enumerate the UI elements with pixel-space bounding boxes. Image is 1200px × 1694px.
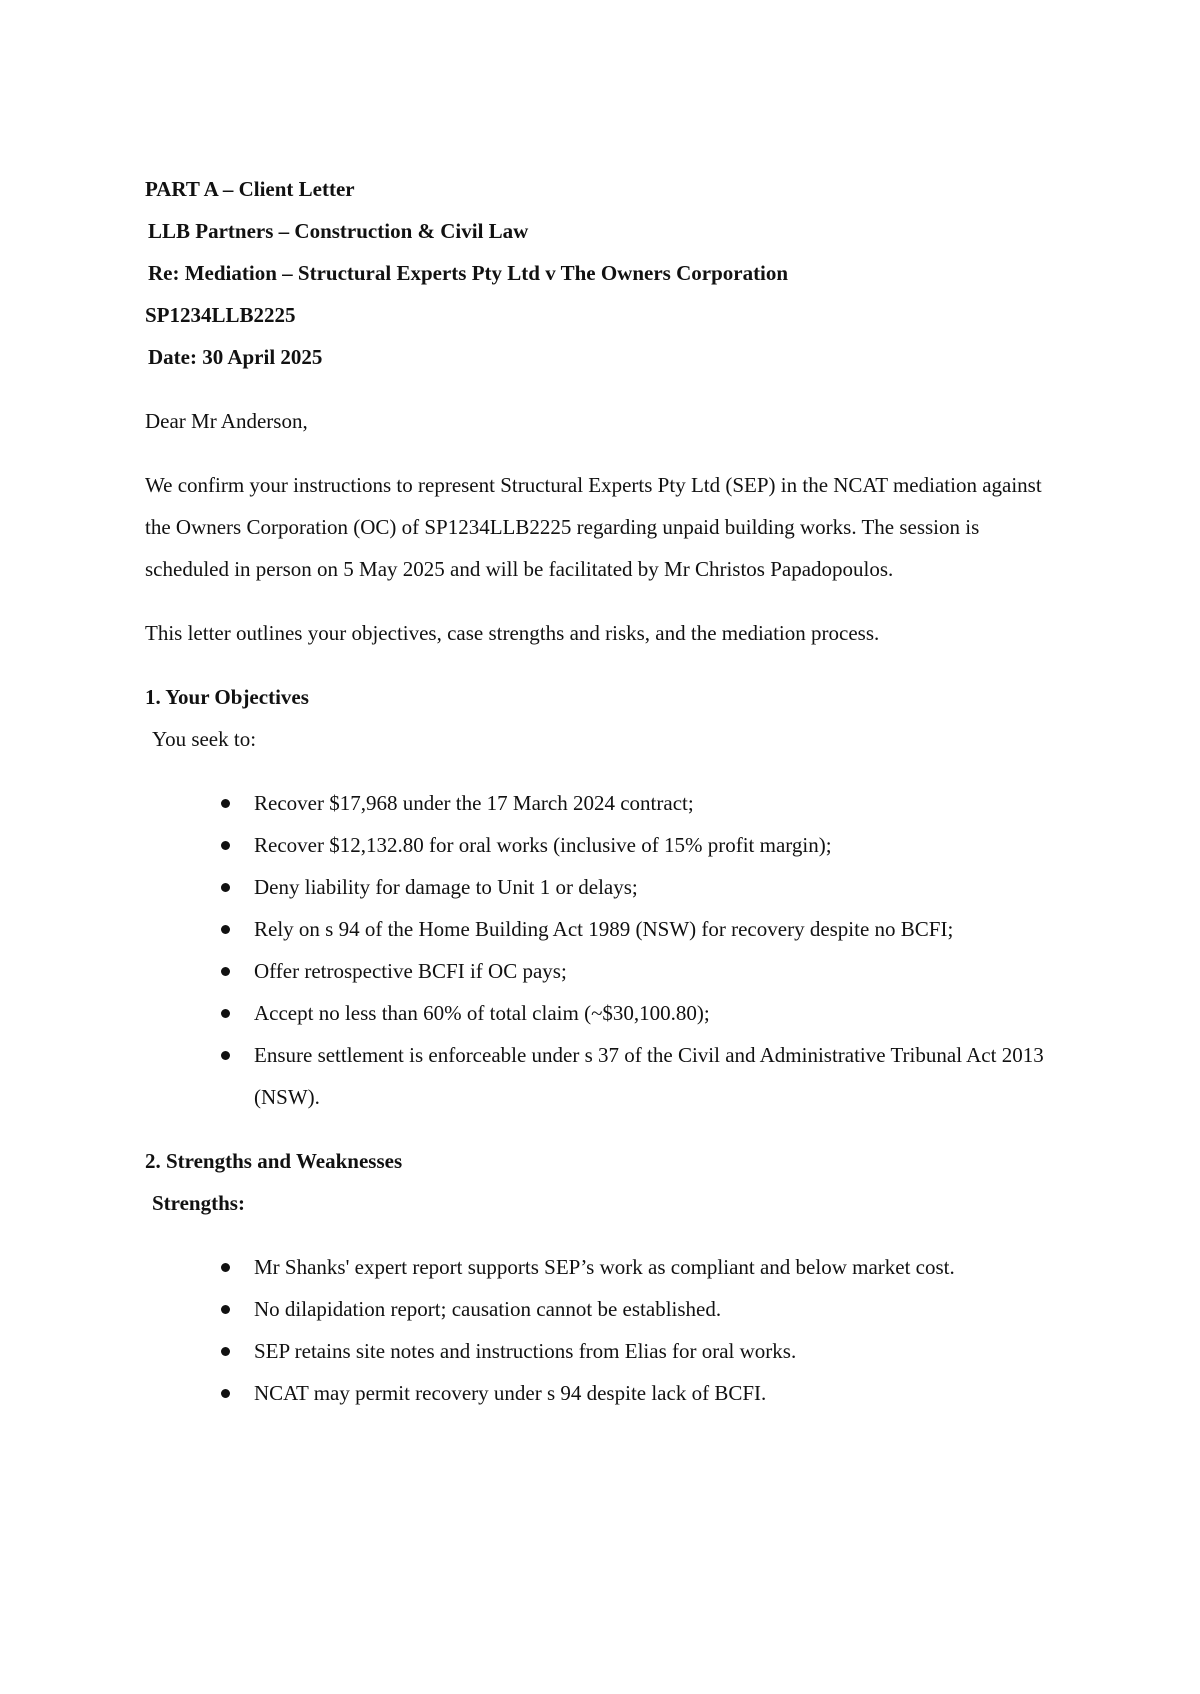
- intro-paragraph: We confirm your instructions to represent Structural Experts Pty Ltd (SEP) in the NCAT mediation against the Owners Corporation (OC) of SP1234LLB2225 regarding unpaid building works. The session is scheduled in person on 5 May 2025 and will be facilitated by Mr Christos Papadopoulos.: [145, 473, 1042, 581]
- list-item: Accept no less than 60% of total claim (~$30,100.80);: [145, 992, 1055, 1034]
- list-item: SEP retains site notes and instructions from Elias for oral works.: [145, 1330, 1055, 1372]
- bullet-icon: [221, 1305, 230, 1314]
- date-line: Date: 30 April 2025: [148, 345, 323, 369]
- re-line: Re: Mediation – Structural Experts Pty Ltd v The Owners Corporation: [148, 261, 789, 285]
- bullet-icon: [221, 1347, 230, 1356]
- bullet-icon: [221, 967, 230, 976]
- objectives-list: [145, 782, 1055, 1118]
- list-item: Deny liability for damage to Unit 1 or delays;: [145, 866, 1055, 908]
- list-item: Rely on s 94 of the Home Building Act 1989 (NSW) for recovery despite no BCFI;: [145, 908, 1055, 950]
- bullet-icon: [221, 1051, 230, 1060]
- bullet-icon: [221, 883, 230, 892]
- list-item: Mr Shanks' expert report supports SEP’s work as compliant and below market cost.: [145, 1246, 1055, 1288]
- firm-heading: LLB Partners – Construction & Civil Law: [148, 219, 529, 243]
- strengths-subtitle: Strengths:: [152, 1191, 245, 1215]
- bullet-icon: [221, 925, 230, 934]
- reference-line: SP1234LLB2225: [145, 303, 296, 327]
- section-strengths-title: 2. Strengths and Weaknesses: [145, 1149, 403, 1173]
- list-item: NCAT may permit recovery under s 94 despite lack of BCFI.: [145, 1372, 1055, 1414]
- list-item: No dilapidation report; causation cannot be established.: [145, 1288, 1055, 1330]
- letter-body: [145, 168, 1055, 1414]
- list-item: Recover $12,132.80 for oral works (inclusive of 15% profit margin);: [145, 824, 1055, 866]
- purpose-paragraph: This letter outlines your objectives, case strengths and risks, and the mediation process.: [145, 621, 880, 645]
- bullet-icon: [221, 1389, 230, 1398]
- salutation: Dear Mr Anderson,: [145, 409, 308, 433]
- bullet-icon: [221, 1009, 230, 1018]
- list-item: Ensure settlement is enforceable under s 37 of the Civil and Administrative Tribunal Act 2013 (NSW).: [145, 1034, 1055, 1118]
- objectives-intro: You seek to:: [152, 727, 257, 751]
- strengths-list: [145, 1246, 1055, 1414]
- list-item: Offer retrospective BCFI if OC pays;: [145, 950, 1055, 992]
- part-heading: PART A – Client Letter: [145, 177, 355, 201]
- bullet-icon: [221, 841, 230, 850]
- section-objectives-title: 1. Your Objectives: [145, 685, 309, 709]
- bullet-icon: [221, 1263, 230, 1272]
- list-item: Recover $17,968 under the 17 March 2024 contract;: [145, 782, 1055, 824]
- bullet-icon: [221, 799, 230, 808]
